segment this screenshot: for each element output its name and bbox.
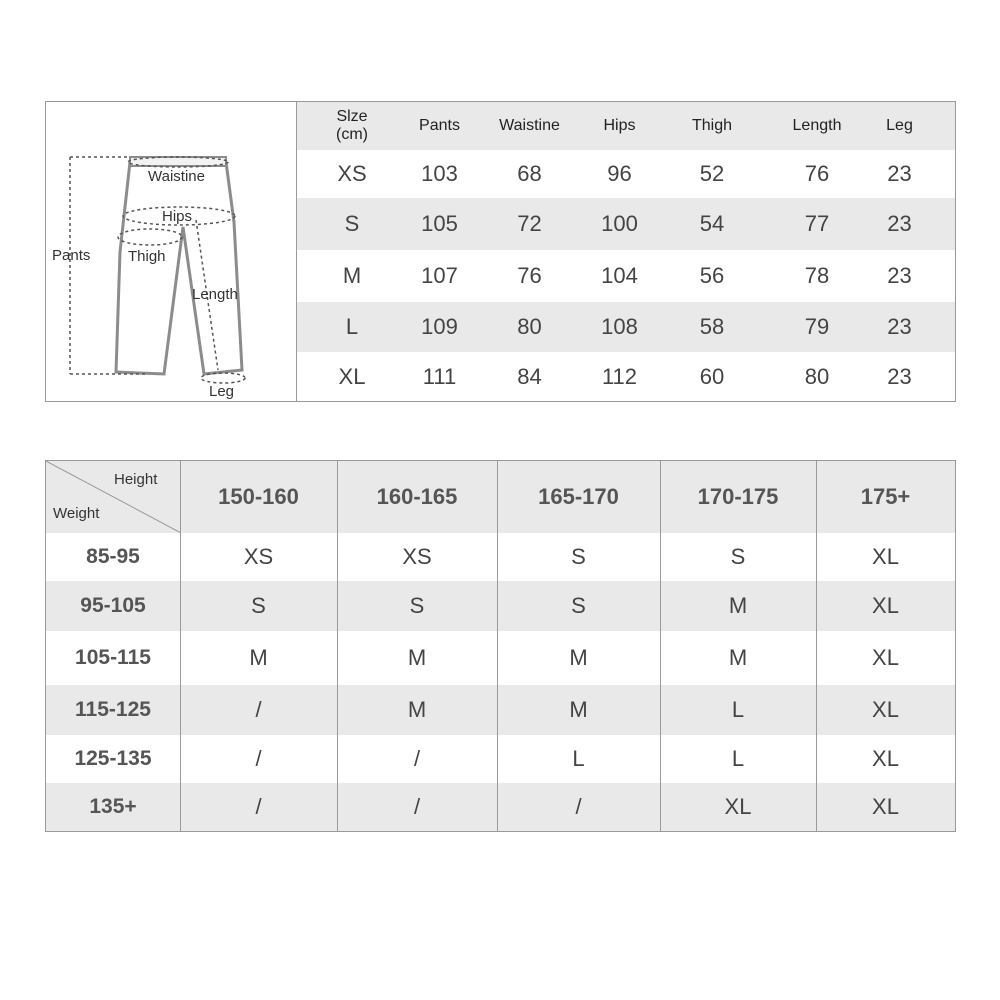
recommended-size-cell: XS [402, 544, 432, 569]
leg-header: Leg [886, 117, 913, 134]
measurement-header-row [297, 102, 955, 150]
column-divider [660, 461, 661, 831]
hips-header: Hips [603, 117, 636, 134]
measurement-cell: 77 [804, 211, 830, 236]
measurement-row [297, 250, 955, 302]
measurement-cell: 76 [804, 161, 830, 186]
measurement-cell: 56 [699, 263, 725, 288]
waistline-label: Waistine [148, 168, 205, 185]
measurement-cell: 68 [517, 161, 542, 186]
recommended-size-cell: XL [872, 794, 899, 819]
recommended-size-cell: M [728, 593, 748, 618]
size-cell: M [342, 263, 362, 288]
measurement-cell: 100 [601, 211, 638, 236]
height-range-header: 170-175 [697, 484, 779, 509]
measurement-cell: 58 [699, 314, 725, 339]
recommended-size-cell: S [409, 593, 425, 618]
recommended-size-cell: XL [872, 697, 899, 722]
recommended-size-cell: / [413, 794, 421, 819]
recommended-size-cell: M [569, 697, 588, 722]
recommended-size-cell: M [728, 645, 748, 670]
measurement-table [297, 102, 955, 401]
measurement-cell: 96 [607, 161, 632, 186]
measurement-cell: 52 [699, 161, 725, 186]
recommended-size-cell: S [251, 593, 266, 618]
measurement-cell: 54 [699, 211, 725, 236]
weight-range-label: 95-105 [80, 594, 146, 617]
recommended-size-cell: S [571, 544, 586, 569]
measurement-cell: 80 [517, 314, 542, 339]
measurement-cell: 80 [804, 363, 830, 389]
column-divider [816, 461, 817, 831]
size-header [297, 102, 407, 150]
recommended-size-cell: XL [872, 593, 899, 618]
recommended-size-cell: XL [872, 645, 899, 670]
size-guide-table [45, 460, 956, 832]
measurement-cell: 112 [601, 363, 638, 389]
measurement-row [297, 150, 955, 198]
measurement-cell: 72 [517, 211, 542, 236]
measurement-cell: 103 [421, 161, 458, 186]
size-header-line1: Slze [336, 108, 368, 125]
recommended-size-cell: / [255, 794, 262, 819]
recommended-size-cell: / [255, 697, 262, 722]
measurement-cell: 60 [699, 363, 725, 389]
weight-row [46, 735, 955, 783]
recommended-size-cell: / [255, 746, 262, 771]
column-divider [337, 461, 338, 831]
weight-row [46, 685, 955, 735]
column-divider [180, 461, 181, 831]
measurement-cell: 23 [887, 363, 912, 389]
recommended-size-cell: / [575, 794, 582, 819]
measurement-cell: 108 [601, 314, 638, 339]
height-range-header: 160-165 [376, 484, 458, 509]
recommended-size-cell: XS [243, 544, 274, 569]
size-cell: S [344, 211, 360, 236]
weight-row [46, 533, 955, 581]
recommended-size-cell: L [731, 746, 745, 771]
corner-header [46, 461, 181, 533]
length-header: Length [792, 117, 842, 134]
height-range-header: 165-170 [538, 484, 619, 509]
size-cell: XL [338, 363, 366, 389]
measurement-row [297, 198, 955, 250]
recommended-size-cell: L [731, 697, 745, 722]
measurement-cell: 109 [421, 314, 458, 339]
weight-range-label: 105-115 [75, 646, 151, 669]
recommended-size-cell: XL [724, 794, 752, 819]
measurement-cell: 23 [887, 161, 912, 186]
measurement-cell: 76 [517, 263, 542, 288]
measurement-row [297, 352, 955, 401]
pants-header: Pants [419, 117, 460, 134]
recommended-size-cell: S [571, 593, 586, 618]
weight-axis-label: Weight [53, 505, 100, 522]
measurement-cell: 78 [804, 263, 830, 288]
measurement-cell: 107 [421, 263, 458, 288]
weight-row [46, 631, 955, 685]
measurement-cell: 23 [887, 314, 912, 339]
recommended-size-cell: S [730, 544, 746, 569]
weight-range-label: 115-125 [75, 698, 151, 721]
leg-label: Leg [209, 383, 235, 400]
height-range-header: 175+ [860, 484, 911, 509]
measurement-cell: 104 [601, 263, 638, 288]
recommended-size-cell: / [413, 746, 421, 771]
size-cell: L [345, 314, 359, 339]
pants-label: Pants [52, 247, 91, 264]
recommended-size-cell: M [569, 645, 588, 670]
measurement-panel [45, 101, 956, 402]
weight-range-label: 135+ [89, 795, 137, 818]
measurement-cell: 84 [517, 363, 542, 389]
measurement-cell: 23 [887, 263, 912, 288]
height-axis-label: Height [114, 471, 158, 488]
measurement-cell: 23 [887, 211, 912, 236]
recommended-size-cell: M [249, 645, 268, 670]
recommended-size-cell: M [407, 645, 427, 670]
length-label: Length [192, 286, 238, 303]
column-divider [497, 461, 498, 831]
weight-range-label: 125-135 [74, 747, 152, 770]
waistline-header: Waistine [499, 117, 560, 134]
measurement-cell: 111 [422, 363, 457, 389]
thigh-header: Thigh [691, 117, 733, 134]
recommended-size-cell: XL [872, 544, 899, 569]
recommended-size-cell: XL [872, 746, 899, 771]
measurement-row [297, 302, 955, 352]
size-cell: XS [337, 161, 367, 186]
recommended-size-cell: L [572, 746, 585, 771]
height-range-header: 150-160 [218, 484, 299, 509]
height-header-row [46, 461, 955, 533]
weight-row [46, 783, 955, 831]
size-header-line2: (cm) [336, 126, 368, 143]
hips-label: Hips [162, 208, 193, 225]
measurement-cell: 105 [421, 211, 458, 236]
weight-row [46, 581, 955, 631]
thigh-label: Thigh [128, 248, 166, 265]
pants-diagram [46, 102, 297, 401]
measurement-cell: 79 [804, 314, 830, 339]
weight-range-label: 85-95 [86, 545, 140, 568]
recommended-size-cell: M [407, 697, 427, 722]
